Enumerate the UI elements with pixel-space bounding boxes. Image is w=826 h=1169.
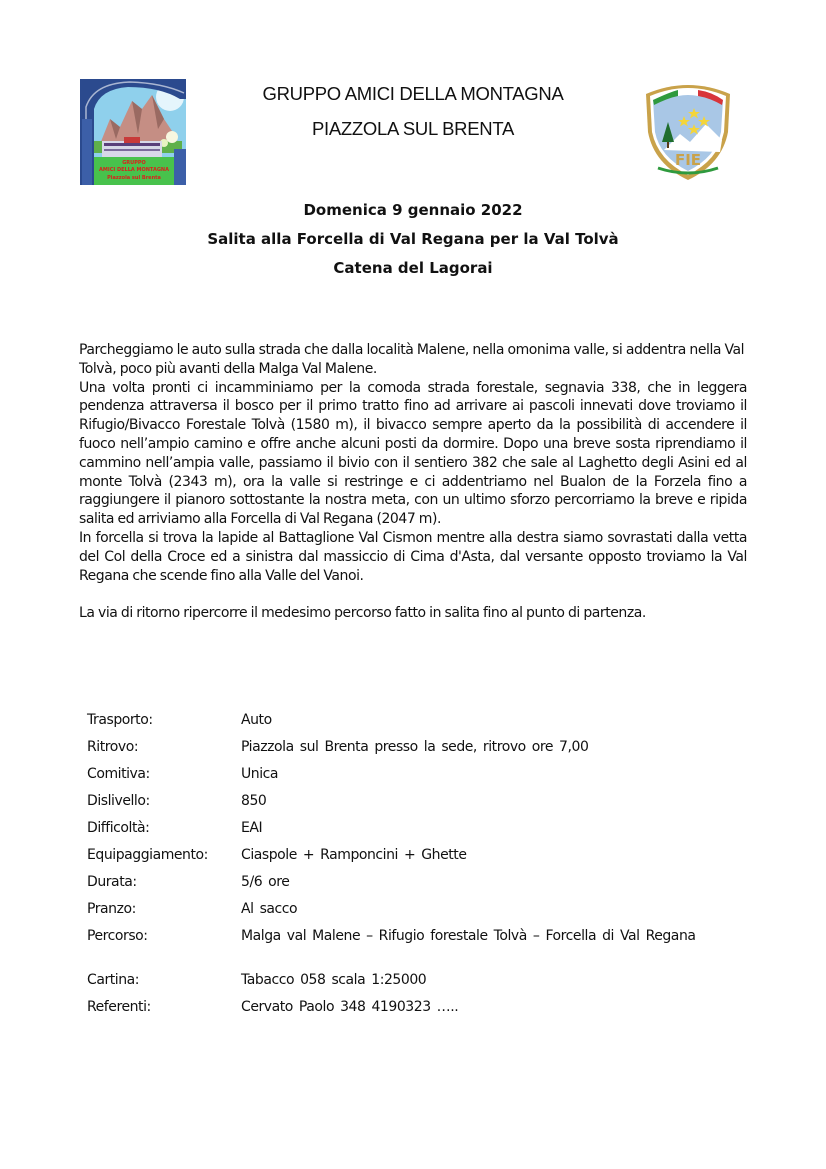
info-label: Trasporto: [87, 712, 153, 728]
org-name: GRUPPO AMICI DELLA MONTAGNA [262, 83, 564, 104]
info-value: 850 [241, 793, 267, 809]
info-row-dislivello [87, 792, 747, 819]
info-label: Pranzo: [87, 901, 136, 917]
info-label: Comitiva: [87, 766, 150, 782]
info-value: Al sacco [241, 901, 298, 917]
paragraph-ascent: Una volta pronti ci incamminiamo per la comoda strada forestale, segnavia 338, che in leggera pendenza attraversa il bosco per il primo tratto fino ad arrivare ai pascoli innevati dove troviamo il Rifugio/Bivacco Forestale Tolvà (1580 m), il bivacco sempre aperto da la possibilità di accendere il fuoco nell’ampio camino e offre anche alcuni posti da dormire. Dopo una breve sosta riprendiamo il cammino nell’ampia valle, passiamo il bivio con il sentiero 382 che sale al Laghetto degli Asini ed al monte Tolvà (2343 m), ora la valle si restringe e ci addentriamo nel Bualon de la Forzela fino a raggiungere il pianoro sottostante la nostra meta, con un ultimo sforzo percorriamo la breve e ripida salita ed arriviamo alla Forcella di Val Regana (2047 m). [79, 379, 747, 528]
info-row-percorso [87, 927, 747, 971]
info-row-comitiva [87, 765, 747, 792]
logo-text-gruppo: GRUPPO [122, 160, 146, 166]
info-row-equipaggiamento [87, 846, 747, 873]
fie-logo [640, 80, 736, 182]
info-label: Ritrovo: [87, 739, 139, 755]
paragraph-spacer [79, 585, 747, 604]
info-row-cartina [87, 971, 747, 998]
info-row-durata [87, 873, 747, 900]
description [79, 341, 747, 623]
info-label: Durata: [87, 874, 137, 890]
paragraph-parking: Parcheggiamo le auto sulla strada che dalla località Malene, nella omonima valle, si addentra nella Val Tolvà, poco più avanti della Malga Val Malene. [79, 342, 745, 377]
paragraph-forcella: In forcella si trova la lapide al Battaglione Val Cismon mentre alla destra siamo sovrastati dalla vetta del Col della Croce ed a sinistra dal massiccio di Cima d'Asta, dal versante opposto troviamo la Val Regana che scende fino alla Valle del Vanoi. [79, 529, 747, 584]
info-value: Ciaspole + Ramponcini + Ghette [241, 847, 467, 863]
info-value: Piazzola sul Brenta presso la sede, ritrovo ore 7,00 [241, 739, 589, 755]
info-row-pranzo [87, 900, 747, 927]
info-label: Dislivello: [87, 793, 150, 809]
info-label: Equipaggiamento: [87, 847, 208, 863]
info-value: Cervato Paolo 348 4190323 ….. [241, 999, 459, 1015]
info-row-difficolta [87, 819, 747, 846]
fie-text: FIE [674, 151, 702, 169]
info-label: Difficoltà: [87, 820, 150, 836]
trip-info-table [87, 711, 747, 1025]
logo-text-piazzola: Piazzola sul Brenta [107, 175, 161, 181]
info-value: 5/6 ore [241, 874, 290, 890]
info-label: Percorso: [87, 928, 148, 944]
info-value: Unica [241, 766, 279, 782]
event-date: Domenica 9 gennaio 2022 [303, 201, 523, 219]
event-title: Salita alla Forcella di Val Regana per la Val Tolvà [207, 230, 619, 248]
logo-text-amici: AMICI DELLA MONTAGNA [99, 167, 169, 173]
info-value: Malga val Malene – Rifugio forestale Tolvà – Forcella di Val Regana [241, 928, 696, 944]
info-value: EAI [241, 820, 263, 836]
info-row-trasporto [87, 711, 747, 738]
info-value: Tabacco 058 scala 1:25000 [241, 972, 427, 988]
info-row-referenti [87, 998, 747, 1025]
info-value: Auto [241, 712, 272, 728]
info-row-ritrovo [87, 738, 747, 765]
info-label: Cartina: [87, 972, 140, 988]
org-location: PIAZZOLA SUL BRENTA [312, 118, 514, 139]
event-subtitle: Catena del Lagorai [333, 259, 493, 277]
fie-shield-icon [640, 80, 736, 182]
info-label: Referenti: [87, 999, 151, 1015]
paragraph-return: La via di ritorno ripercorre il medesimo percorso fatto in salita fino al punto di partenza. [79, 605, 646, 622]
